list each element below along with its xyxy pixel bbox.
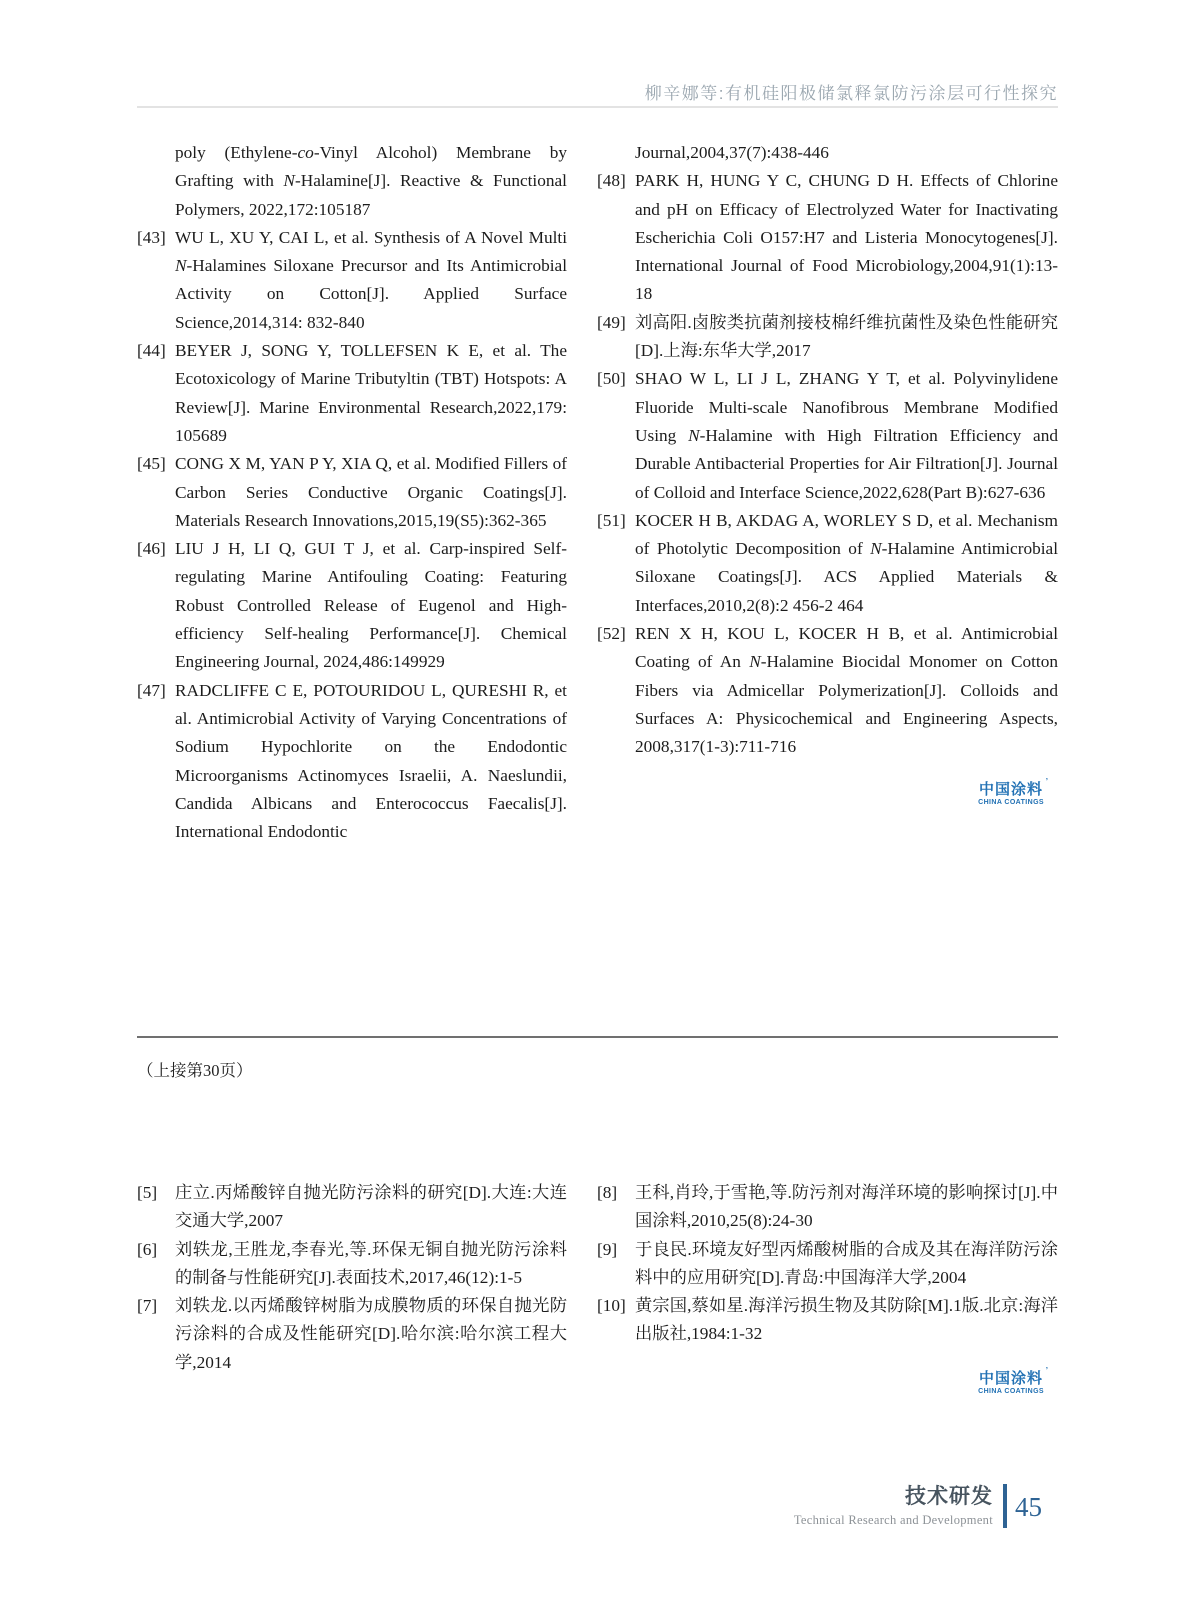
china-coatings-logo-cn-text: 中国涂料 xyxy=(979,781,1044,798)
reference-label: [8] xyxy=(597,1183,618,1202)
reference-item xyxy=(137,677,567,847)
reference-label: [45] xyxy=(137,454,166,474)
reference-item xyxy=(137,1236,567,1293)
reference-item xyxy=(597,139,1058,167)
reference-text: 庄立.丙烯酸锌自抛光防污涂料的研究[D].大连:大连交通大学,2007 xyxy=(175,1183,567,1231)
footer-section-title-cn: 技术研发 xyxy=(905,1485,993,1508)
reference-item xyxy=(597,507,1058,620)
reference-label: [51] xyxy=(597,510,626,530)
china-coatings-logo-cn xyxy=(978,777,1049,798)
reference-item xyxy=(597,309,1058,366)
reference-label: [10] xyxy=(597,1296,626,1316)
china-coatings-logo xyxy=(978,777,1049,806)
reference-item xyxy=(137,224,567,337)
reference-item xyxy=(597,1179,1058,1236)
footer-section-title-en: Technical Research and Development xyxy=(793,1513,993,1528)
reference-item xyxy=(597,365,1058,506)
footer-divider-bar xyxy=(1003,1484,1007,1528)
china-coatings-logo-cn-text: 中国涂料 xyxy=(979,1370,1044,1387)
reference-text: 于良民.环境友好型丙烯酸树脂的合成及其在海洋防污涂料中的应用研究[D].青岛:中国海洋大学,2004 xyxy=(635,1239,1058,1287)
reference-text: Journal,2004,37(7):438-446 xyxy=(635,143,829,162)
reference-label: [43] xyxy=(137,227,166,247)
reference-item xyxy=(137,1179,567,1236)
reference-item xyxy=(597,620,1058,761)
reference-text: LIU J H, LI Q, GUI T J, et al. Carp-inspired Self-regulating Marine Antifouling Coating: Featuring Robust Controlled Release of Eugenol and High-efficiency Self-healing Performance[J]. Chemical Engineering Journal, 2024,486:149929 xyxy=(175,539,567,672)
reference-label: [46] xyxy=(137,539,166,559)
logo-trademark-mark: ’ xyxy=(1045,777,1049,786)
reference-item xyxy=(137,337,567,450)
reference-label: [47] xyxy=(137,680,166,700)
footer-section-titles xyxy=(794,1484,993,1528)
reference-item xyxy=(597,1236,1058,1293)
reference-column-left xyxy=(137,1179,567,1377)
continuation-note: （上接第30页） xyxy=(137,1061,253,1080)
reference-column-right xyxy=(597,1179,1058,1377)
reference-text: 王科,肖玲,于雪艳,等.防污剂对海洋环境的影响探讨[J].中国涂料,2010,25(8):24-30 xyxy=(635,1183,1058,1231)
header-rule xyxy=(137,106,1058,108)
reference-text: poly (Ethylene-co-Vinyl Alcohol) Membrane by Grafting with N-Halamine[J]. Reactive & Functional Polymers, 2022,172:105187 xyxy=(175,143,567,219)
page-footer xyxy=(794,1484,1042,1528)
reference-label: [52] xyxy=(597,624,626,644)
reference-section-top xyxy=(137,139,1058,846)
reference-text: WU L, XU Y, CAI L, et al. Synthesis of A Novel Multi N-Halamines Siloxane Precursor and Its Antimicrobial Activity on Cotton[J]. Applied Surface Science,2014,314: 832-840 xyxy=(175,227,567,332)
china-coatings-logo-cn xyxy=(978,1366,1049,1387)
reference-item xyxy=(597,167,1058,308)
reference-section-continued xyxy=(137,1179,1058,1377)
china-coatings-logo xyxy=(978,1366,1049,1395)
reference-text: 黄宗国,蔡如星.海洋污损生物及其防除[M].1版.北京:海洋出版社,1984:1-32 xyxy=(635,1296,1058,1344)
page-number: 45 xyxy=(1015,1492,1042,1523)
reference-item xyxy=(137,535,567,676)
reference-item xyxy=(137,139,567,224)
reference-text: 刘高阳.卤胺类抗菌剂接枝棉纤维抗菌性及染色性能研究[D].上海:东华大学,2017 xyxy=(635,312,1058,361)
reference-text: KOCER H B, AKDAG A, WORLEY S D, et al. Mechanism of Photolytic Decomposition of N-Halamine Antimicrobial Siloxane Coatings[J]. ACS Applied Materials & Interfaces,2010,2(8):2 456-2 464 xyxy=(635,510,1058,615)
reference-text: RADCLIFFE C E, POTOURIDOU L, QURESHI R, et al. Antimicrobial Activity of Varying Concentrations of Sodium Hypochlorite on the Endodontic Microorganisms Actinomyces Israelii, A. Naeslundii, Candida Albicans and Enterococcus Faecalis[J]. International Endodontic xyxy=(175,680,567,842)
running-header-title: 柳辛娜等:有机硅阳极储氯释氯防污涂层可行性探究 xyxy=(644,84,1058,103)
reference-text: 刘轶龙.以丙烯酸锌树脂为成膜物质的环保自抛光防污涂料的合成及性能研究[D].哈尔滨:哈尔滨工程大学,2014 xyxy=(175,1296,567,1372)
reference-item xyxy=(137,450,567,535)
reference-text: SHAO W L, LI J L, ZHANG Y T, et al. Polyvinylidene Fluoride Multi-scale Nanofibrous Membrane Modified Using N-Halamine with High Filtration Efficiency and Durable Antibacterial Properties for Air Filtration[J]. Journal of Colloid and Interface Science,2022,628(Part B):627-636 xyxy=(635,369,1059,502)
logo-trademark-mark: ’ xyxy=(1045,1366,1049,1375)
reference-text: BEYER J, SONG Y, TOLLEFSEN K E, et al. The Ecotoxicology of Marine Tributyltin (TBT) Hotspots: A Review[J]. Marine Environmental Research,2022,179: 105689 xyxy=(175,341,567,445)
reference-label: [9] xyxy=(597,1239,618,1259)
reference-label: [48] xyxy=(597,171,626,191)
reference-label: [7] xyxy=(137,1296,158,1316)
section-divider-rule xyxy=(137,1036,1058,1038)
reference-text: REN X H, KOU L, KOCER H B, et al. Antimicrobial Coating of An N-Halamine Biocidal Monomer on Cotton Fibers via Admicellar Polymerization[J]. Colloids and Surfaces A: Physicochemical and Engineering Aspects, 2008,317(1-3):711-716 xyxy=(635,624,1058,757)
reference-label: [49] xyxy=(597,312,626,332)
reference-text: PARK H, HUNG Y C, CHUNG D H. Effects of Chlorine and pH on Efficacy of Electrolyzed Water for Inactivating Escherichia Coli O157:H7 and Listeria Monocytogenes[J]. International Journal of Food Microbiology,2004,91(1):13-18 xyxy=(635,171,1058,304)
reference-item xyxy=(597,1292,1058,1349)
reference-label: [50] xyxy=(597,369,626,389)
reference-text: CONG X M, YAN P Y, XIA Q, et al. Modified Fillers of Carbon Series Conductive Organic Coatings[J]. Materials Research Innovations,2015,19(S5):362-365 xyxy=(175,454,567,530)
reference-label: [5] xyxy=(137,1183,158,1202)
reference-label: [6] xyxy=(137,1239,158,1259)
reference-text: 刘轶龙,王胜龙,李春光,等.环保无铜自抛光防污涂料的制备与性能研究[J].表面技术,2017,46(12):1-5 xyxy=(175,1239,567,1287)
reference-column-left xyxy=(137,139,567,846)
reference-item xyxy=(137,1292,567,1377)
china-coatings-logo-en: CHINA COATINGS xyxy=(978,799,1044,806)
reference-label: [44] xyxy=(137,341,166,361)
reference-column-right xyxy=(597,139,1058,846)
china-coatings-logo-en: CHINA COATINGS xyxy=(978,1388,1044,1395)
